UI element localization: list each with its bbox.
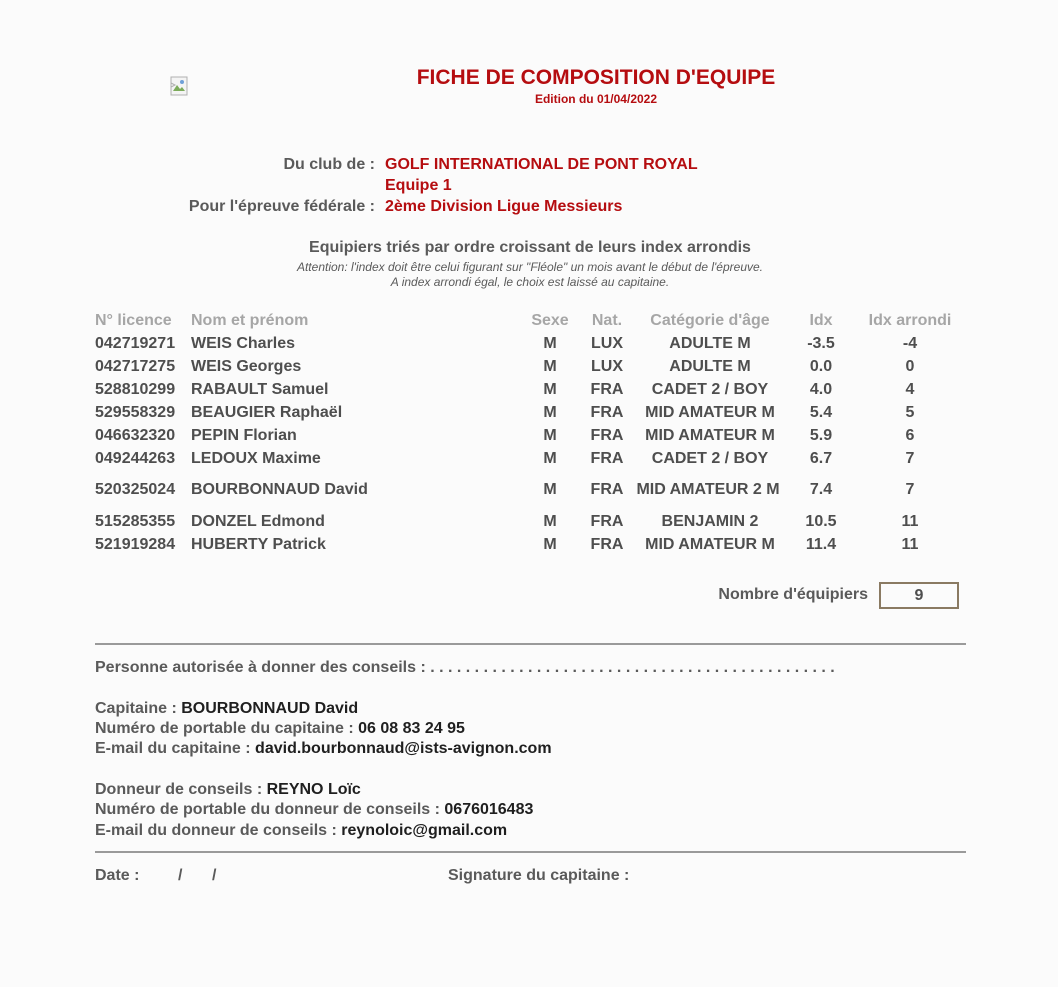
sex-cell: M: [543, 535, 557, 553]
table-row: [95, 424, 975, 447]
index-rounded-cell: 5: [905, 403, 915, 421]
header-category: Catégorie d'âge: [650, 311, 770, 329]
advisor-email: reynoloic@gmail.com: [341, 822, 508, 839]
date-separator: /: [178, 867, 183, 884]
name-cell: RABAULT Samuel: [191, 380, 329, 398]
name-cell: PEPIN Florian: [191, 426, 297, 444]
broken-image-icon: [170, 76, 190, 96]
table-row: [95, 447, 975, 470]
advisor-email-line: [95, 822, 507, 840]
name-cell: DONZEL Edmond: [191, 512, 325, 530]
category-cell: MID AMATEUR 2 M: [636, 481, 780, 498]
licence-cell: 046632320: [95, 426, 176, 444]
licence-cell: 042719271: [95, 334, 176, 352]
nat-cell: FRA: [590, 426, 624, 444]
event-label: Pour l'épreuve fédérale :: [188, 198, 375, 215]
captain-email-label: E-mail du capitaine :: [95, 740, 251, 757]
sex-cell: M: [543, 449, 557, 467]
header-licence: N° licence: [95, 311, 172, 329]
header-nat: Nat.: [591, 311, 623, 329]
name-cell: WEIS Georges: [191, 357, 302, 375]
index-rounded-cell: 7: [905, 481, 915, 498]
index-rounded-cell: 0: [905, 357, 915, 375]
category-cell: MID AMATEUR M: [645, 535, 775, 553]
index-rounded-cell: -4: [902, 334, 918, 352]
table-row: [95, 533, 975, 556]
separator: [95, 643, 966, 645]
advisor-email-label: E-mail du donneur de conseils :: [95, 822, 337, 839]
sex-cell: M: [543, 380, 557, 398]
nat-cell: FRA: [590, 512, 624, 530]
index-cell: 0.0: [809, 357, 833, 375]
category-cell: CADET 2 / BOY: [651, 380, 769, 398]
header-name: Nom et prénom: [191, 311, 309, 329]
category-cell: CADET 2 / BOY: [651, 449, 769, 467]
nat-cell: LUX: [591, 334, 623, 352]
sex-cell: M: [543, 403, 557, 421]
advisor-authorized-line: Personne autorisée à donner des conseils : . . . . . . . . . . . . . . . . . . . . . . . . . . . . . . . . . . . . . . . . . . . . . .: [95, 659, 835, 676]
date-label: Date :: [95, 867, 140, 884]
sorting-note-2: A index arrondi égal, le choix est laissé au capitaine.: [390, 275, 670, 289]
index-rounded-cell: 6: [905, 426, 915, 444]
index-cell: 5.4: [809, 403, 833, 421]
table-row: [95, 401, 975, 424]
club-name: GOLF INTERNATIONAL DE PONT ROYAL: [385, 156, 698, 173]
advisor-phone: 0676016483: [444, 801, 534, 818]
edition-date: Edition du 01/04/2022: [534, 92, 658, 106]
nat-cell: FRA: [590, 535, 624, 553]
licence-cell: 521919284: [95, 535, 176, 553]
licence-cell: 528810299: [95, 380, 176, 398]
index-cell: 4.0: [809, 380, 833, 398]
table-row: [95, 510, 975, 533]
header-index: Idx: [809, 311, 833, 329]
index-rounded-cell: 11: [901, 512, 919, 530]
nat-cell: FRA: [590, 380, 624, 398]
index-cell: 5.9: [809, 426, 833, 444]
advisor-name: REYNO Loïc: [266, 781, 361, 798]
sorting-title: Equipiers triés par ordre croissant de leurs index arrondis: [309, 239, 751, 256]
table-header-row: [95, 309, 975, 332]
team-table: [95, 309, 975, 556]
index-rounded-cell: 4: [905, 380, 915, 398]
advisor-phone-line: [95, 801, 533, 819]
index-cell: 6.7: [809, 449, 833, 467]
category-cell: MID AMATEUR M: [645, 426, 775, 444]
index-cell: 10.5: [805, 512, 837, 530]
header-sex: Sexe: [531, 311, 569, 329]
captain-name-label: Capitaine :: [95, 700, 177, 717]
table-row: [95, 470, 975, 510]
table-row: [95, 378, 975, 401]
advisor-name-line: [95, 781, 361, 799]
index-rounded-cell: 11: [901, 535, 919, 553]
category-cell: BENJAMIN 2: [661, 512, 759, 530]
licence-cell: 520325024: [95, 481, 176, 498]
index-cell: -3.5: [807, 334, 835, 352]
licence-cell: 049244263: [95, 449, 176, 467]
licence-cell: 515285355: [95, 512, 176, 530]
category-cell: ADULTE M: [669, 357, 751, 375]
index-cell: 11.4: [805, 535, 837, 553]
signature-label: Signature du capitaine :: [448, 867, 630, 884]
header-index-rounded: Idx arrondi: [868, 311, 952, 329]
sorting-note-1: Attention: l'index doit être celui figurant sur "Fléole" un mois avant le début de l'épreuve.: [296, 260, 764, 274]
date-separator: /: [212, 867, 217, 884]
nat-cell: LUX: [591, 357, 623, 375]
category-cell: MID AMATEUR M: [645, 403, 775, 421]
captain-email: david.bourbonnaud@ists-avignon.com: [255, 740, 552, 757]
name-cell: HUBERTY Patrick: [191, 535, 326, 553]
index-cell: 7.4: [809, 481, 833, 498]
nat-cell: FRA: [590, 403, 624, 421]
captain-name-line: [95, 700, 358, 718]
advisor-name-label: Donneur de conseils :: [95, 781, 263, 798]
sex-cell: M: [543, 481, 557, 498]
captain-phone: 06 08 83 24 95: [358, 720, 465, 737]
sex-cell: M: [543, 426, 557, 444]
name-cell: WEIS Charles: [191, 334, 296, 352]
captain-phone-line: [95, 720, 465, 738]
category-cell: ADULTE M: [669, 334, 751, 352]
page-title: FICHE DE COMPOSITION D'EQUIPE: [416, 66, 776, 89]
nat-cell: FRA: [590, 449, 624, 467]
captain-email-line: [95, 740, 552, 758]
name-cell: LEDOUX Maxime: [191, 449, 321, 467]
advisor-phone-label: Numéro de portable du donneur de conseils :: [95, 801, 440, 818]
event-name: 2ème Division Ligue Messieurs: [385, 198, 623, 215]
team-name: Equipe 1: [385, 177, 452, 194]
name-cell: BEAUGIER Raphaël: [191, 403, 343, 421]
team-count-field[interactable]: 9: [879, 582, 959, 609]
sex-cell: M: [543, 357, 557, 375]
club-label: Du club de :: [283, 156, 375, 173]
licence-cell: 042717275: [95, 357, 176, 375]
separator: [95, 851, 966, 853]
index-rounded-cell: 7: [905, 449, 915, 467]
captain-name: BOURBONNAUD David: [181, 700, 359, 717]
captain-phone-label: Numéro de portable du capitaine :: [95, 720, 354, 737]
team-count-label: Nombre d'équipiers: [718, 586, 868, 603]
licence-cell: 529558329: [95, 403, 176, 421]
name-cell: BOURBONNAUD David: [191, 481, 368, 498]
table-row: [95, 332, 975, 355]
nat-cell: FRA: [590, 481, 624, 498]
sex-cell: M: [543, 334, 557, 352]
table-row: [95, 355, 975, 378]
sex-cell: M: [543, 512, 557, 530]
